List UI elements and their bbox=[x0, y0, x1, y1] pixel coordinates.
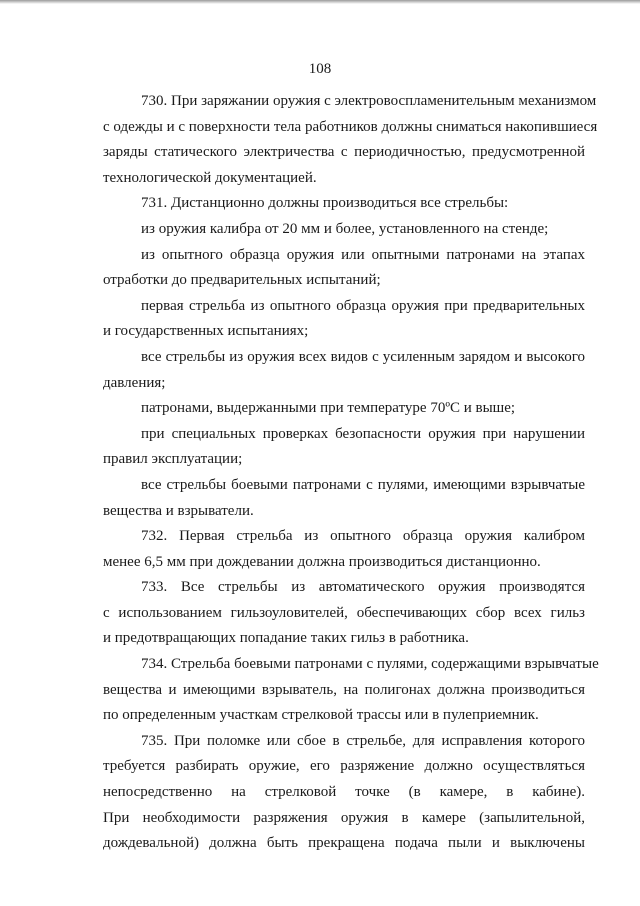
text-line: по определенным участкам стрелковой трассы или в пулеприемник. bbox=[103, 707, 539, 724]
text-line: вещества и взрыватели. bbox=[103, 502, 254, 519]
document-body bbox=[103, 89, 599, 857]
text-line: все стрельбы боевыми патронами с пулями, имеющими взрывчатые bbox=[141, 476, 585, 493]
text-line: 732. Первая стрельба из опытного образца оружия калибром bbox=[141, 528, 585, 545]
text-line: 731. Дистанционно должны производиться все стрельбы: bbox=[141, 195, 509, 212]
text-line: все стрельбы из оружия всех видов с усиленным зарядом и высокого bbox=[141, 348, 585, 365]
text-line: с использованием гильзоуловителей, обеспечивающих сбор всех гильз bbox=[103, 604, 585, 621]
text-line: 734. Стрельба боевыми патронами с пулями, содержащими взрывчатые bbox=[141, 656, 599, 673]
text-line: правил эксплуатации; bbox=[103, 451, 243, 468]
text-line: требуется разбирать оружие, его разряжение должно осуществляться bbox=[103, 758, 585, 775]
text-line: непосредственно на стрелковой точке (в камере, в кабине). bbox=[103, 784, 585, 801]
text-line: вещества и имеющими взрыватель, на полигонах должна производиться bbox=[103, 681, 585, 698]
text-line: менее 6,5 мм при дождевании должна производиться дистанционно. bbox=[103, 553, 541, 570]
text-line: патронами, выдержанными при температуре 70ºС и выше; bbox=[141, 400, 516, 417]
text-line: заряды статического электричества с периодичностью, предусмотренной bbox=[103, 144, 585, 161]
text-line: дождевальной) должна быть прекращена подача пыли и выключены bbox=[103, 835, 585, 852]
page-number: 108 bbox=[308, 61, 332, 77]
scan-top-edge bbox=[0, 0, 640, 4]
text-line: с одежды и с поверхности тела работников должны сниматься накопившиеся bbox=[103, 118, 598, 135]
text-line: При необходимости разряжения оружия в камере (запылительной, bbox=[103, 809, 585, 826]
text-line: 735. При поломке или сбое в стрельбе, для исправления которого bbox=[141, 732, 585, 749]
text-line: первая стрельба из опытного образца оружия при предварительных bbox=[141, 297, 585, 314]
text-line: давления; bbox=[103, 374, 166, 391]
text-line: и предотвращающих попадание таких гильз в работника. bbox=[103, 630, 469, 647]
text-line: технологической документацией. bbox=[103, 169, 317, 186]
text-line: и государственных испытаниях; bbox=[103, 323, 309, 340]
text-line: из опытного образца оружия или опытными патронами на этапах bbox=[141, 246, 585, 263]
text-line: при специальных проверках безопасности оружия при нарушении bbox=[141, 425, 585, 442]
text-line: 733. Все стрельбы из автоматического оружия производятся bbox=[141, 579, 585, 596]
text-line: отработки до предварительных испытаний; bbox=[103, 272, 381, 289]
text-line: 730. При заряжании оружия с электровоспламенительным механизмом bbox=[141, 93, 597, 109]
text-line: из оружия калибра от 20 мм и более, установленного на стенде; bbox=[141, 220, 549, 237]
